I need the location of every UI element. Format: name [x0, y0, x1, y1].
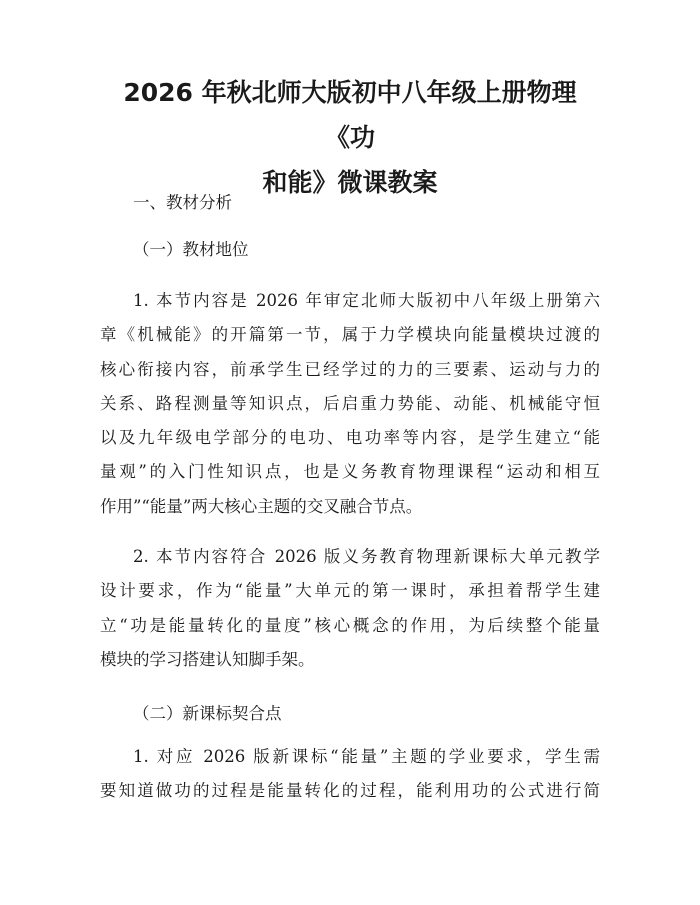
paragraph-line: 以及九年级电学部分的电功、电功率等内容，是学生建立“能 — [100, 428, 600, 448]
paragraph-line: 章《机械能》的开篇第一节，属于力学模块向能量模块过渡的 — [100, 325, 600, 345]
paragraph-3 — [100, 740, 600, 809]
paragraph-line: 作用”“能量”两大核心主题的交叉融合节点。 — [100, 496, 423, 516]
paragraph-line: 要知道做功的过程是能量转化的过程，能利用功的公式进行简 — [100, 781, 600, 801]
paragraph-line: 立“功是能量转化的量度”核心概念的作用，为后续整个能量 — [100, 615, 600, 635]
section-heading-teaching-material-analysis: 一、教材分析 — [133, 193, 232, 212]
paragraph-line: 1. 对应 2026 版新课标“能量”主题的学业要求，学生需 — [133, 747, 600, 766]
paragraph-line: 模块的学习搭建认知脚手架。 — [100, 649, 315, 669]
paragraph-1 — [100, 284, 600, 524]
subsection-heading-curriculum-alignment: （二）新课标契合点 — [133, 704, 282, 723]
title-line-1: 2026 年秋北师大版初中八年级上册物理《功 — [123, 78, 577, 152]
paragraph-line: 1. 本节内容是 2026 年审定北师大版初中八年级上册第六 — [133, 291, 600, 310]
paragraph-line: 设计要求，作为“能量”大单元的第一课时，承担着帮学生建 — [100, 581, 600, 601]
subsection-heading-material-position: （一）教材地位 — [133, 240, 249, 259]
title-line-2: 和能》微课教案 — [262, 168, 438, 197]
paragraph-line: 核心衔接内容，前承学生已经学过的力的三要素、运动与力的 — [100, 359, 600, 379]
paragraph-2 — [100, 540, 600, 677]
paragraph-line: 2. 本节内容符合 2026 版义务教育物理新课标大单元教学 — [133, 547, 600, 566]
document-title — [100, 70, 600, 205]
paragraph-line: 量观”的入门性知识点，也是义务教育物理课程“运动和相互 — [100, 462, 600, 482]
paragraph-line: 关系、路程测量等知识点，后启重力势能、动能、机械能守恒 — [100, 393, 600, 413]
